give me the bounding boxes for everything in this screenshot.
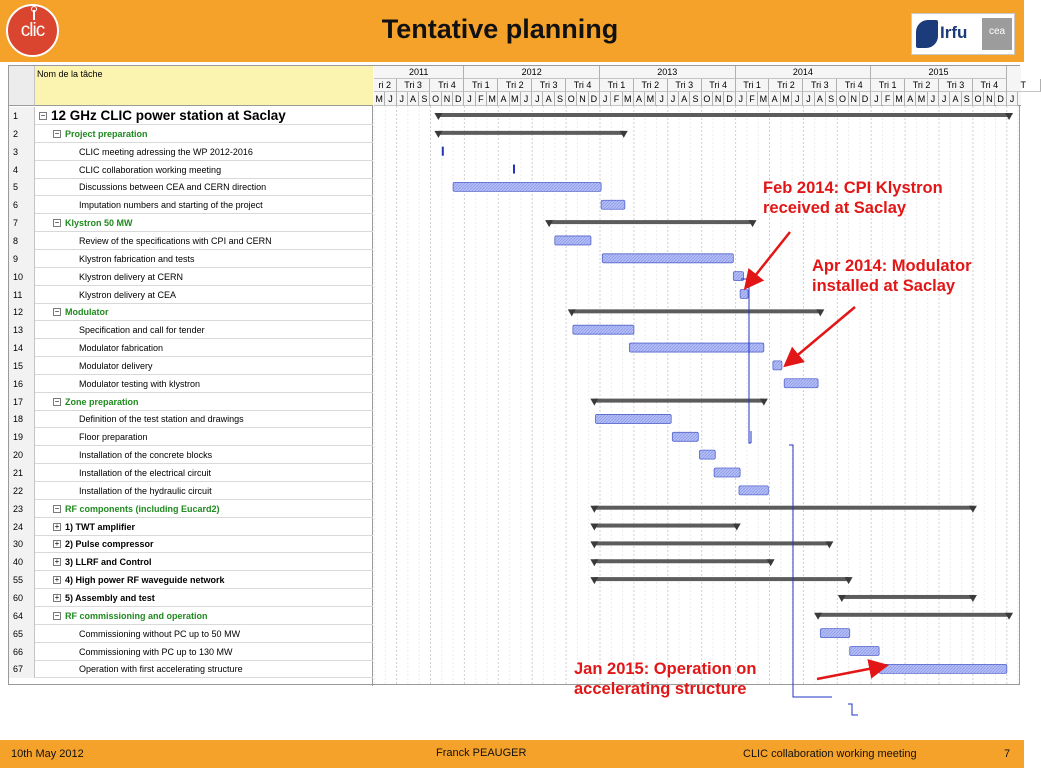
- task-row-number: 67: [9, 660, 35, 678]
- month-label: S: [962, 92, 973, 106]
- task-name: RF components (including Eucard2): [65, 503, 220, 514]
- task-name: Modulator delivery: [79, 360, 153, 371]
- task-row-number: 2: [9, 125, 35, 143]
- footer-event: CLIC collaboration working meeting: [743, 748, 917, 760]
- expand-icon[interactable]: +: [54, 521, 60, 531]
- task-row-number: 66: [9, 643, 35, 661]
- task-row-number: 4: [9, 161, 35, 179]
- annotation-line: Jan 2015: Operation on: [574, 660, 757, 678]
- task-row-number: 65: [9, 625, 35, 643]
- month-label: J: [397, 92, 408, 106]
- year-label: 2015: [871, 66, 1007, 79]
- month-label: J: [939, 92, 950, 106]
- month-label: D: [724, 92, 735, 106]
- month-label: M: [645, 92, 656, 106]
- quarter-label: Tri 2: [905, 79, 939, 92]
- task-name: Installation of the concrete blocks: [79, 450, 213, 461]
- month-label: J: [928, 92, 939, 106]
- month-label: J: [521, 92, 532, 106]
- quarter-label: Tri 4: [566, 79, 600, 92]
- year-label: 2014: [736, 66, 872, 79]
- task-row-number: 17: [9, 393, 35, 411]
- month-label: M: [781, 92, 792, 106]
- quarter-label: Tri 3: [532, 79, 566, 92]
- month-label: O: [566, 92, 577, 106]
- month-label: O: [837, 92, 848, 106]
- task-row-number: 6: [9, 196, 35, 214]
- month-label: M: [758, 92, 769, 106]
- task-name: 4) High power RF waveguide network: [65, 575, 225, 586]
- arrow-to-modulator-delivery: [787, 307, 855, 364]
- task-name: Floor preparation: [79, 432, 148, 443]
- annotation-line: Feb 2014: CPI Klystron: [763, 179, 943, 197]
- month-label: J: [803, 92, 814, 106]
- month-label: F: [747, 92, 758, 106]
- quarter-label: Tri 4: [431, 79, 465, 92]
- task-row-number: 64: [9, 607, 35, 625]
- task-row-number: 13: [9, 321, 35, 339]
- month-label: M: [510, 92, 521, 106]
- task-row-number: 55: [9, 571, 35, 589]
- expand-icon[interactable]: +: [54, 539, 60, 549]
- month-label: A: [815, 92, 826, 106]
- quarter-label: Tri 4: [837, 79, 871, 92]
- task-name: Operation with first accelerating structure: [79, 664, 243, 675]
- month-label: A: [679, 92, 690, 106]
- month-label: A: [544, 92, 555, 106]
- month-label: J: [600, 92, 611, 106]
- month-label: S: [419, 92, 430, 106]
- quarter-label: Tri 1: [871, 79, 905, 92]
- irfu-logo-text: Irfu: [940, 23, 968, 42]
- month-label: F: [611, 92, 622, 106]
- quarter-label: Tri 3: [803, 79, 837, 92]
- arrow-to-klystron-delivery: [747, 232, 790, 286]
- task-name: Discussions between CEA and CERN direction: [79, 182, 267, 193]
- quarter-label: T: [1007, 79, 1041, 92]
- task-name: 1) TWT amplifier: [65, 521, 136, 532]
- footer-bar: [0, 740, 1024, 768]
- month-label: J: [1007, 92, 1018, 106]
- task-row-number: 22: [9, 482, 35, 500]
- quarter-label: ri 2: [374, 79, 397, 92]
- task-name: Klystron delivery at CEA: [79, 289, 177, 300]
- quarter-label: Tri 2: [498, 79, 532, 92]
- month-label: D: [860, 92, 871, 106]
- month-label: J: [464, 92, 475, 106]
- task-name: RF commissioning and operation: [65, 610, 208, 621]
- annotation-line: received at Saclay: [763, 199, 907, 217]
- month-label: N: [442, 92, 453, 106]
- month-label: M: [374, 92, 385, 106]
- task-name: Installation of the electrical circuit: [79, 468, 212, 478]
- task-name: 5) Assembly and test: [65, 592, 155, 603]
- collapse-icon[interactable]: −: [40, 111, 46, 120]
- month-label: A: [770, 92, 781, 106]
- task-name: Specification and call for tender: [79, 325, 205, 336]
- task-name: Klystron delivery at CERN: [79, 271, 184, 282]
- month-label: O: [431, 92, 442, 106]
- task-name: 2) Pulse compressor: [65, 539, 154, 550]
- month-label: S: [826, 92, 837, 106]
- quarter-label: Tri 4: [973, 79, 1007, 92]
- month-label: A: [498, 92, 509, 106]
- expand-icon[interactable]: +: [54, 575, 60, 585]
- quarter-label: Tri 4: [702, 79, 736, 92]
- task-name: Installation of the hydraulic circuit: [79, 485, 212, 496]
- task-name: Modulator: [65, 307, 109, 318]
- task-row-number: 1: [9, 107, 35, 125]
- month-label: M: [487, 92, 498, 106]
- month-label: D: [453, 92, 464, 106]
- month-label: A: [408, 92, 419, 106]
- month-label: D: [996, 92, 1007, 106]
- month-label: M: [894, 92, 905, 106]
- task-row-number: 12: [9, 303, 35, 321]
- month-label: J: [532, 92, 543, 106]
- month-label: J: [385, 92, 396, 106]
- collapse-icon[interactable]: −: [54, 503, 60, 513]
- quarter-label: Tri 1: [600, 79, 634, 92]
- quarter-label: Tri 3: [939, 79, 973, 92]
- month-label: J: [871, 92, 882, 106]
- task-row-number: 5: [9, 178, 35, 196]
- collapse-icon[interactable]: −: [54, 218, 60, 228]
- task-row-number: 40: [9, 553, 35, 571]
- task-name-column-header[interactable]: Nom de la tâche: [35, 66, 373, 106]
- footer-page-number: 7: [1004, 748, 1011, 760]
- task-row-number: 11: [9, 286, 35, 304]
- quarter-label: Tri 3: [397, 79, 431, 92]
- task-name: Project preparation: [65, 128, 148, 139]
- task-name: Commissioning with PC up to 130 MW: [79, 646, 233, 657]
- quarter-label: Tri 2: [634, 79, 668, 92]
- expand-icon[interactable]: +: [54, 557, 60, 567]
- year-label: 2012: [464, 66, 600, 79]
- year-label: 2011: [374, 66, 464, 79]
- quarter-label: Tri 1: [736, 79, 770, 92]
- month-label: J: [668, 92, 679, 106]
- month-label: J: [736, 92, 747, 106]
- annotation-line: accelerating structure: [574, 680, 747, 698]
- task-row-number: 30: [9, 535, 35, 553]
- task-row-number: 21: [9, 464, 35, 482]
- expand-icon[interactable]: +: [54, 592, 60, 602]
- task-row-number: 10: [9, 268, 35, 286]
- task-name: 12 GHz CLIC power station at Saclay: [51, 108, 286, 123]
- month-label: F: [476, 92, 487, 106]
- month-label: D: [589, 92, 600, 106]
- annotation-line: Apr 2014: Modulator: [812, 257, 972, 275]
- month-label: N: [849, 92, 860, 106]
- task-name: 3) LLRF and Control: [65, 557, 152, 568]
- month-label: N: [984, 92, 995, 106]
- month-label: M: [623, 92, 634, 106]
- task-row-number: 19: [9, 428, 35, 446]
- month-label: A: [905, 92, 916, 106]
- task-name: CLIC collaboration working meeting: [79, 164, 222, 175]
- task-row-number: 16: [9, 375, 35, 393]
- footer-date: 10th May 2012: [11, 748, 84, 760]
- task-row-number: 15: [9, 357, 35, 375]
- task-name: Zone preparation: [65, 396, 139, 407]
- month-label: O: [973, 92, 984, 106]
- task-row-number: 23: [9, 500, 35, 518]
- month-label: F: [883, 92, 894, 106]
- month-label: J: [792, 92, 803, 106]
- quarter-label: Tri 3: [668, 79, 702, 92]
- task-row-number: 14: [9, 339, 35, 357]
- annotation-line: installed at Saclay: [812, 277, 956, 295]
- year-label: 2013: [600, 66, 736, 79]
- collapse-icon[interactable]: −: [54, 396, 60, 406]
- task-name: Definition of the test station and drawings: [79, 414, 244, 425]
- task-row-number: 3: [9, 143, 35, 161]
- month-label: A: [634, 92, 645, 106]
- month-label: A: [950, 92, 961, 106]
- month-label: J: [657, 92, 668, 106]
- task-row-number: 24: [9, 518, 35, 536]
- quarter-label: Tri 1: [464, 79, 498, 92]
- task-row-number: 20: [9, 446, 35, 464]
- task-name: Modulator fabrication: [79, 343, 164, 354]
- task-row-number: 7: [9, 214, 35, 232]
- month-label: O: [702, 92, 713, 106]
- task-name: Commissioning without PC up to 50 MW: [79, 628, 241, 639]
- task-row-number: 60: [9, 589, 35, 607]
- collapse-icon[interactable]: −: [54, 610, 60, 620]
- arrow-to-operation-start: [817, 666, 884, 679]
- task-name: Klystron fabrication and tests: [79, 253, 195, 264]
- footer-author: Franck PEAUGER: [436, 747, 527, 759]
- task-row-number: 9: [9, 250, 35, 268]
- month-label: S: [690, 92, 701, 106]
- task-name: CLIC meeting adressing the WP 2012-2016: [79, 146, 253, 157]
- quarter-label: Tri 2: [770, 79, 804, 92]
- task-name: Modulator testing with klystron: [79, 378, 201, 389]
- task-row-number: 8: [9, 232, 35, 250]
- collapse-icon[interactable]: −: [54, 128, 60, 138]
- month-label: S: [555, 92, 566, 106]
- task-name: Klystron 50 MW: [65, 218, 133, 229]
- task-row-number: 18: [9, 410, 35, 428]
- month-label: N: [713, 92, 724, 106]
- slide-title: Tentative planning: [381, 14, 619, 44]
- cea-logo-text: cea: [988, 26, 1006, 37]
- month-label: N: [577, 92, 588, 106]
- clic-logo-text: clic: [20, 20, 45, 41]
- month-label: M: [916, 92, 927, 106]
- collapse-icon[interactable]: −: [54, 307, 60, 317]
- task-name: Imputation numbers and starting of the project: [79, 200, 263, 211]
- task-name: Review of the specifications with CPI and CERN: [79, 235, 272, 246]
